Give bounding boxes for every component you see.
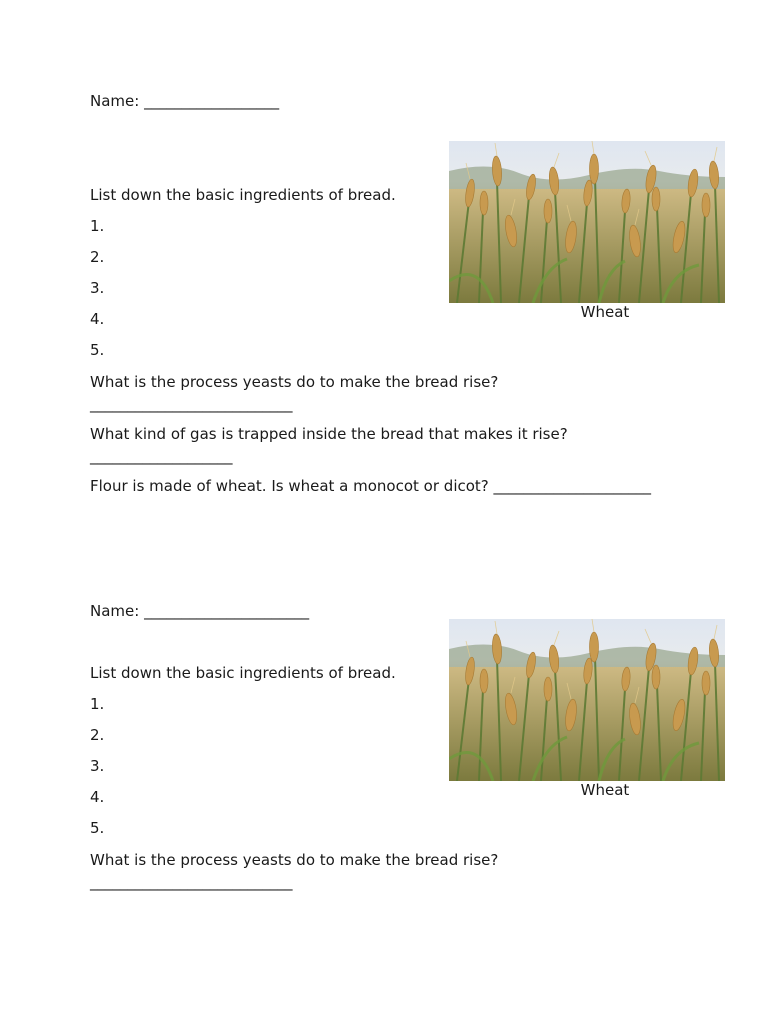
name-field-1: Name: __________________ (90, 92, 280, 110)
flour-question: Flour is made of wheat. Is wheat a monocot or dicot? _____________________ (90, 477, 652, 495)
yeast-question-2: What is the process yeasts do to make the bread rise? (90, 851, 499, 869)
list-number: 5. (90, 819, 105, 837)
list-number: 3. (90, 279, 105, 297)
ingredients-prompt-1: List down the basic ingredients of bread. (90, 186, 396, 204)
yeast-answer-blank-2: ___________________________ (90, 873, 293, 891)
list-number: 4. (90, 788, 105, 806)
yeast-question-1: What is the process yeasts do to make the bread rise? (90, 373, 499, 391)
gas-answer-blank: ___________________ (90, 447, 233, 465)
list-number: 1. (90, 217, 105, 235)
wheat-image (449, 619, 725, 781)
yeast-answer-blank-1: ___________________________ (90, 395, 293, 413)
image-caption-1: Wheat (580, 303, 630, 321)
gas-question: What kind of gas is trapped inside the bread that makes it rise? (90, 425, 568, 443)
list-number: 4. (90, 310, 105, 328)
ingredients-prompt-2: List down the basic ingredients of bread. (90, 664, 396, 682)
name-field-2: Name: ______________________ (90, 602, 310, 620)
wheat-image (449, 141, 725, 303)
list-number: 2. (90, 248, 105, 266)
image-caption-2: Wheat (580, 781, 630, 799)
wheat-photo-2 (449, 619, 725, 781)
list-number: 5. (90, 341, 105, 359)
list-number: 3. (90, 757, 105, 775)
wheat-photo-1 (449, 141, 725, 303)
list-number: 1. (90, 695, 105, 713)
list-number: 2. (90, 726, 105, 744)
